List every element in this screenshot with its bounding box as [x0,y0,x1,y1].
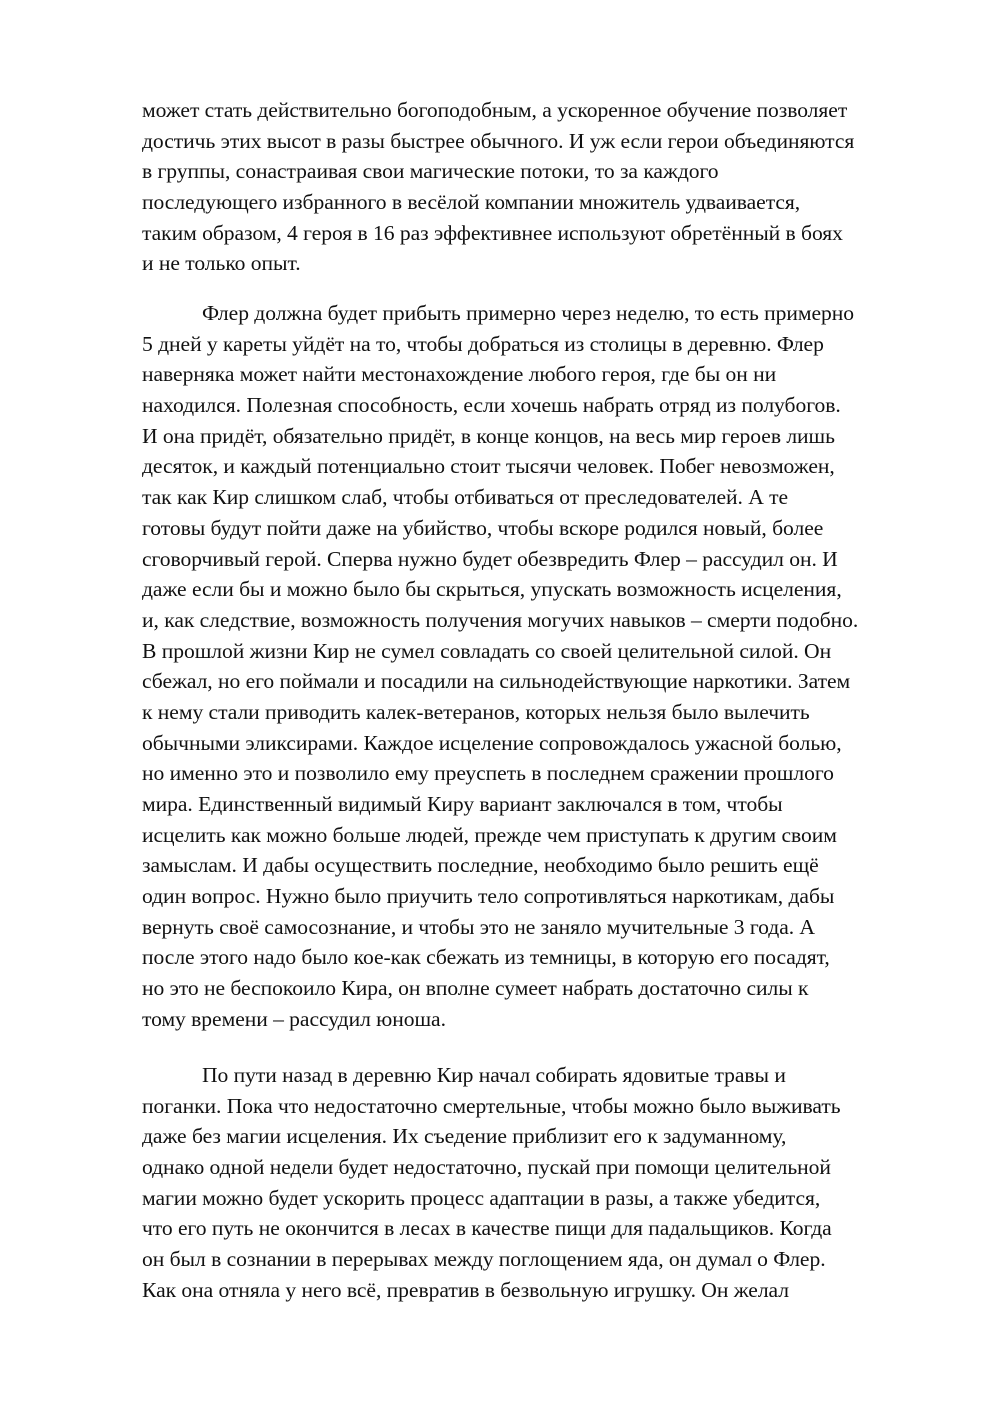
text-line: вернуть своё самосознание, и чтобы это не заняло мучительные 3 года. А [142,914,815,939]
paragraph-1 [142,95,942,279]
text-line: 5 дней у кареты уйдёт на то, чтобы добраться из столицы в деревню. Флер [142,331,824,356]
text-line: таким образом, 4 героя в 16 раз эффективнее используют обретённый в боях [142,220,843,245]
paragraph-3 [142,1060,942,1306]
text-line: обычными эликсирами. Каждое исцеление сопровождалось ужасной болью, [142,730,842,755]
text-line: магии можно будет ускорить процесс адаптации в разы, а также убедится, [142,1185,821,1210]
text-line: мира. Единственный видимый Киру вариант заключался в том, чтобы [142,792,783,816]
text-line: замыслам. И дабы осуществить последние, необходимо было решить ещё [142,853,819,878]
text-line: наверняка может найти местонахождение любого героя, где бы он ни [142,362,777,387]
text-line: так как Кир слишком слаб, чтобы отбиваться от преследователей. А те [142,485,789,510]
text-line: после этого надо было кое-как сбежать из темницы, в которую его посадят, [142,945,830,970]
text-line: исцелить как можно больше людей, прежде чем приступать к другим своим [142,822,837,847]
text-line: в группы, сонастраивая свои магические потоки, то за каждого [142,159,719,184]
text-line: сбежал, но его поймали и посадили на сильнодействующие наркотики. Затем [142,669,851,694]
text-line: что его путь не окончится в лесах в качестве пищи для падальщиков. Когда [142,1216,832,1241]
text-line: даже без магии исцеления. Их съедение приблизит его к задуманному, [142,1124,787,1149]
text-line: может стать действительно богоподобным, а ускоренное обучение позволяет [142,98,848,122]
text-line: Как она отняла у него всё, превратив в безвольную игрушку. Он желал [142,1277,790,1302]
text-line: к нему стали приводить калек-ветеранов, которых нельзя было вылечить [142,699,810,724]
text-line: и, как следствие, возможность получения могучих навыков – смерти подобно. [142,607,859,632]
text-line: В прошлой жизни Кир не сумел совладать со своей целительной силой. Он [142,638,832,663]
text-line: сговорчивый герой. Сперва нужно будет обезвредить Флер – рассудил он. И [142,546,838,571]
text-line: десяток, и каждый потенциально стоит тысячи человек. Побег невозможен, [142,454,835,479]
text-line: но именно это и позволило ему преуспеть в последнем сражении прошлого [142,761,834,786]
text-line: однако одной недели будет недостаточно, пускай при помощи целительной [142,1155,831,1180]
text-line: но это не беспокоило Кира, он вполне сумеет набрать достаточно силы к [142,976,809,1001]
text-line: тому времени – рассудил юноша. [142,1006,446,1031]
text-line: поганки. Пока что недостаточно смертельные, чтобы можно было выживать [142,1093,841,1118]
text-line: и не только опыт. [142,251,301,276]
text-line: И она придёт, обязательно придёт, в конце концов, на весь мир героев лишь [142,423,835,448]
text-line: он был в сознании в перерывах между поглощением яда, он думал о Флер. [142,1247,826,1272]
text-line: готовы будут пойти даже на убийство, чтобы вскоре родился новый, более [142,515,824,540]
text-line: Флер должна будет прибыть примерно через неделю, то есть примерно [202,301,855,325]
text-line: достичь этих высот в разы быстрее обычного. И уж если герои объединяются [142,128,855,153]
text-line: один вопрос. Нужно было приучить тело сопротивляться наркотикам, дабы [142,884,835,909]
text-line: По пути назад в деревню Кир начал собирать ядовитые травы и [202,1063,786,1087]
text-line: находился. Полезная способность, если хочешь набрать отряд из полубогов. [142,393,841,418]
paragraph-2 [142,298,942,1035]
text-line: последующего избранного в весёлой компании множитель удваивается, [142,190,801,215]
text-line: даже если бы и можно было бы скрыться, упускать возможность исцеления, [142,577,842,602]
